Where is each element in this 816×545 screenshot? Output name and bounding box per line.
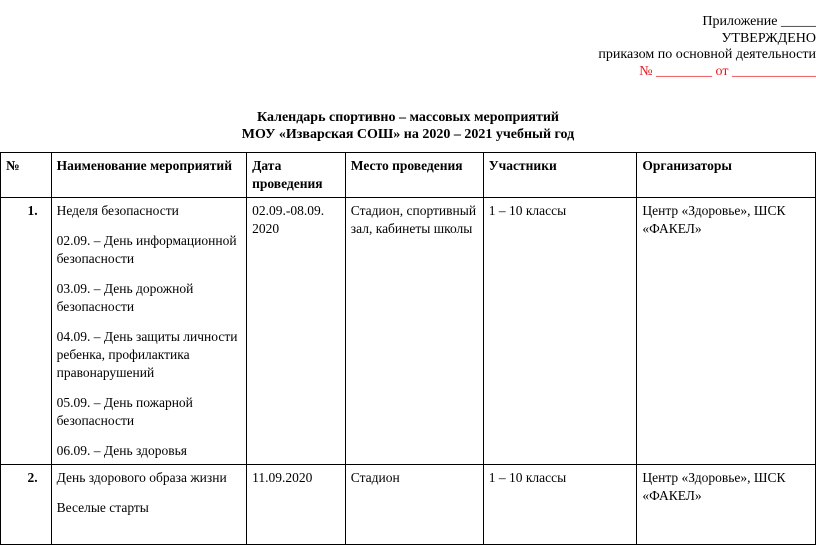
participants-cell: 1 – 10 классы — [483, 198, 637, 465]
event-item: 03.09. – День дорожной безопасности — [56, 281, 194, 314]
column-header-number: № — [1, 153, 52, 198]
date-cell: 11.09.2020 — [247, 465, 346, 545]
document-title — [0, 109, 816, 143]
title-line-1: Календарь спортивно – массовых мероприятий — [257, 110, 559, 125]
column-header-place: Место проведения — [345, 153, 483, 198]
order-line: приказом по основной деятельности — [598, 47, 816, 62]
title-line-2: МОУ «Изварская СОШ» на 2020 – 2021 учебный год — [241, 127, 575, 142]
table-row — [1, 198, 816, 465]
table-row — [1, 465, 816, 545]
event-item: 06.09. – День здоровья — [56, 443, 187, 458]
row-number: 1. — [1, 198, 52, 465]
event-cell — [51, 465, 246, 545]
approval-header — [598, 14, 816, 80]
appendix-line: Приложение _____ — [702, 14, 816, 29]
organizers-cell: Центр «Здоровье», ШСК «ФАКЕЛ» — [637, 198, 816, 465]
event-item: 02.09. – День информационной безопасности — [56, 233, 237, 266]
date-cell: 02.09.-08.09. 2020 — [247, 198, 346, 465]
event-item: День здорового образа жизни — [56, 470, 227, 485]
organizers-cell: Центр «Здоровье», ШСК «ФАКЕЛ» — [637, 465, 816, 545]
place-cell: Стадион, спортивный зал, кабинеты школы — [345, 198, 483, 465]
event-cell — [51, 198, 246, 465]
event-item: Веселые старты — [56, 500, 149, 515]
column-header-date: Дата проведения — [247, 153, 346, 198]
event-item: 05.09. – День пожарной безопасности — [56, 395, 193, 428]
column-header-organizers: Организаторы — [637, 153, 816, 198]
event-item: 04.09. – День защиты личности ребенка, профилактика правонарушений — [56, 329, 238, 380]
column-header-participants: Участники — [483, 153, 637, 198]
participants-cell: 1 – 10 классы — [483, 465, 637, 545]
events-table — [0, 152, 816, 545]
approved-line: УТВЕРЖДЕНО — [721, 30, 816, 46]
number-date-line: № ________ от ____________ — [639, 63, 816, 79]
column-header-event: Наименование мероприятий — [51, 153, 246, 198]
table-header-row — [1, 153, 816, 198]
row-number: 2. — [1, 465, 52, 545]
place-cell: Стадион — [345, 465, 483, 545]
event-item: Неделя безопасности — [56, 203, 179, 218]
